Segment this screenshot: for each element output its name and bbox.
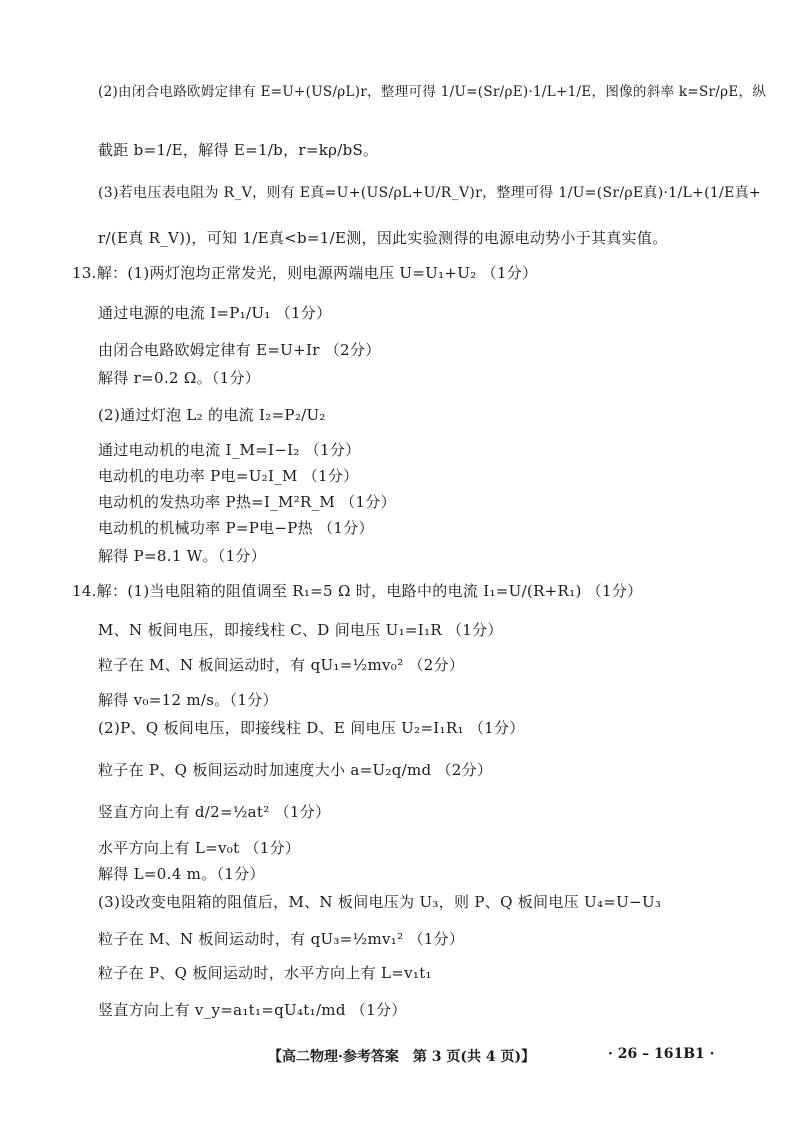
answer-line: 水平方向上有 L=v₀t （1分） (98, 839, 301, 857)
answer-line: 电动机的发热功率 P热=I_M²R_M （1分） (98, 493, 396, 511)
answer-line: r/(E真 R_V))，可知 1/E真<b=1/E测，因此实验测得的电源电动势小于其真实值。 (98, 229, 668, 247)
footer-page-info: 【高二物理·参考答案 第 3 页(共 4 页)】 (268, 1049, 536, 1065)
answer-line: 粒子在 M、N 板间运动时，有 qU₁=½mv₀² （2分） (98, 656, 465, 674)
answer-line: 解得 r=0.2 Ω。（1分） (98, 369, 261, 387)
answer-line: 粒子在 P、Q 板间运动时加速度大小 a=U₂q/md （2分） (98, 761, 493, 779)
answer-line: (3)若电压表电阻为 R_V，则有 E真=U+(US/ρL+U/R_V)r，整理可得 1/U=(Sr/ρE真)·1/L+(1/E真+ (98, 185, 761, 201)
answer-line: 粒子在 P、Q 板间运动时，水平方向上有 L=v₁t₁ (98, 964, 432, 982)
footer-code: · 26 – 161B1 · (608, 1046, 715, 1062)
answer-line: 电动机的机械功率 P=P电−P热 （1分） (98, 519, 374, 537)
answer-line: 解得 L=0.4 m。（1分） (98, 865, 265, 883)
answer-line: (2)P、Q 板间电压，即接线柱 D、E 间电压 U₂=I₁R₁ （1分） (98, 719, 525, 737)
answer-line: 由闭合电路欧姆定律有 E=U+Ir （2分） (98, 341, 381, 359)
answer-line: 粒子在 M、N 板间运动时，有 qU₃=½mv₁² （1分） (98, 930, 465, 948)
answer-line: 截距 b=1/E，解得 E=1/b，r=kρ/bS。 (98, 141, 379, 159)
answer-line: M、N 板间电压，即接线柱 C、D 间电压 U₁=I₁R （1分） (98, 621, 503, 639)
answer-line: 解得 P=8.1 W。（1分） (98, 547, 267, 565)
answer-line: 竖直方向上有 v_y=a₁t₁=qU₄t₁/md （1分） (98, 1001, 407, 1019)
answer-line: (2)通过灯泡 L₂ 的电流 I₂=P₂/U₂ (98, 406, 326, 424)
answer-line: 通过电动机的电流 I_M=I−I₂ （1分） (98, 441, 361, 459)
answer-line: (3)设改变电阻箱的阻值后，M、N 板间电压为 U₃，则 P、Q 板间电压 U₄=U−U₃ (98, 893, 662, 911)
answer-line: 通过电源的电流 I=P₁/U₁ （1分） (98, 304, 332, 322)
question-14-heading: 14.解：(1)当电阻箱的阻值调至 R₁=5 Ω 时，电路中的电流 I₁=U/(R+R₁) （1分） (72, 582, 643, 600)
answer-line: 电动机的电功率 P电=U₂I_M （1分） (98, 467, 359, 485)
question-13-heading: 13.解：(1)两灯泡均正常发光，则电源两端电压 U=U₁+U₂ （1分） (72, 264, 538, 282)
answer-line: (2)由闭合电路欧姆定律有 E=U+(US/ρL)r，整理可得 1/U=(Sr/ρE)·1/L+1/E，图像的斜率 k=Sr/ρE，纵 (98, 84, 767, 100)
answer-line: 竖直方向上有 d/2=½at² （1分） (98, 803, 331, 821)
answer-line: 解得 v₀=12 m/s。（1分） (98, 691, 278, 709)
